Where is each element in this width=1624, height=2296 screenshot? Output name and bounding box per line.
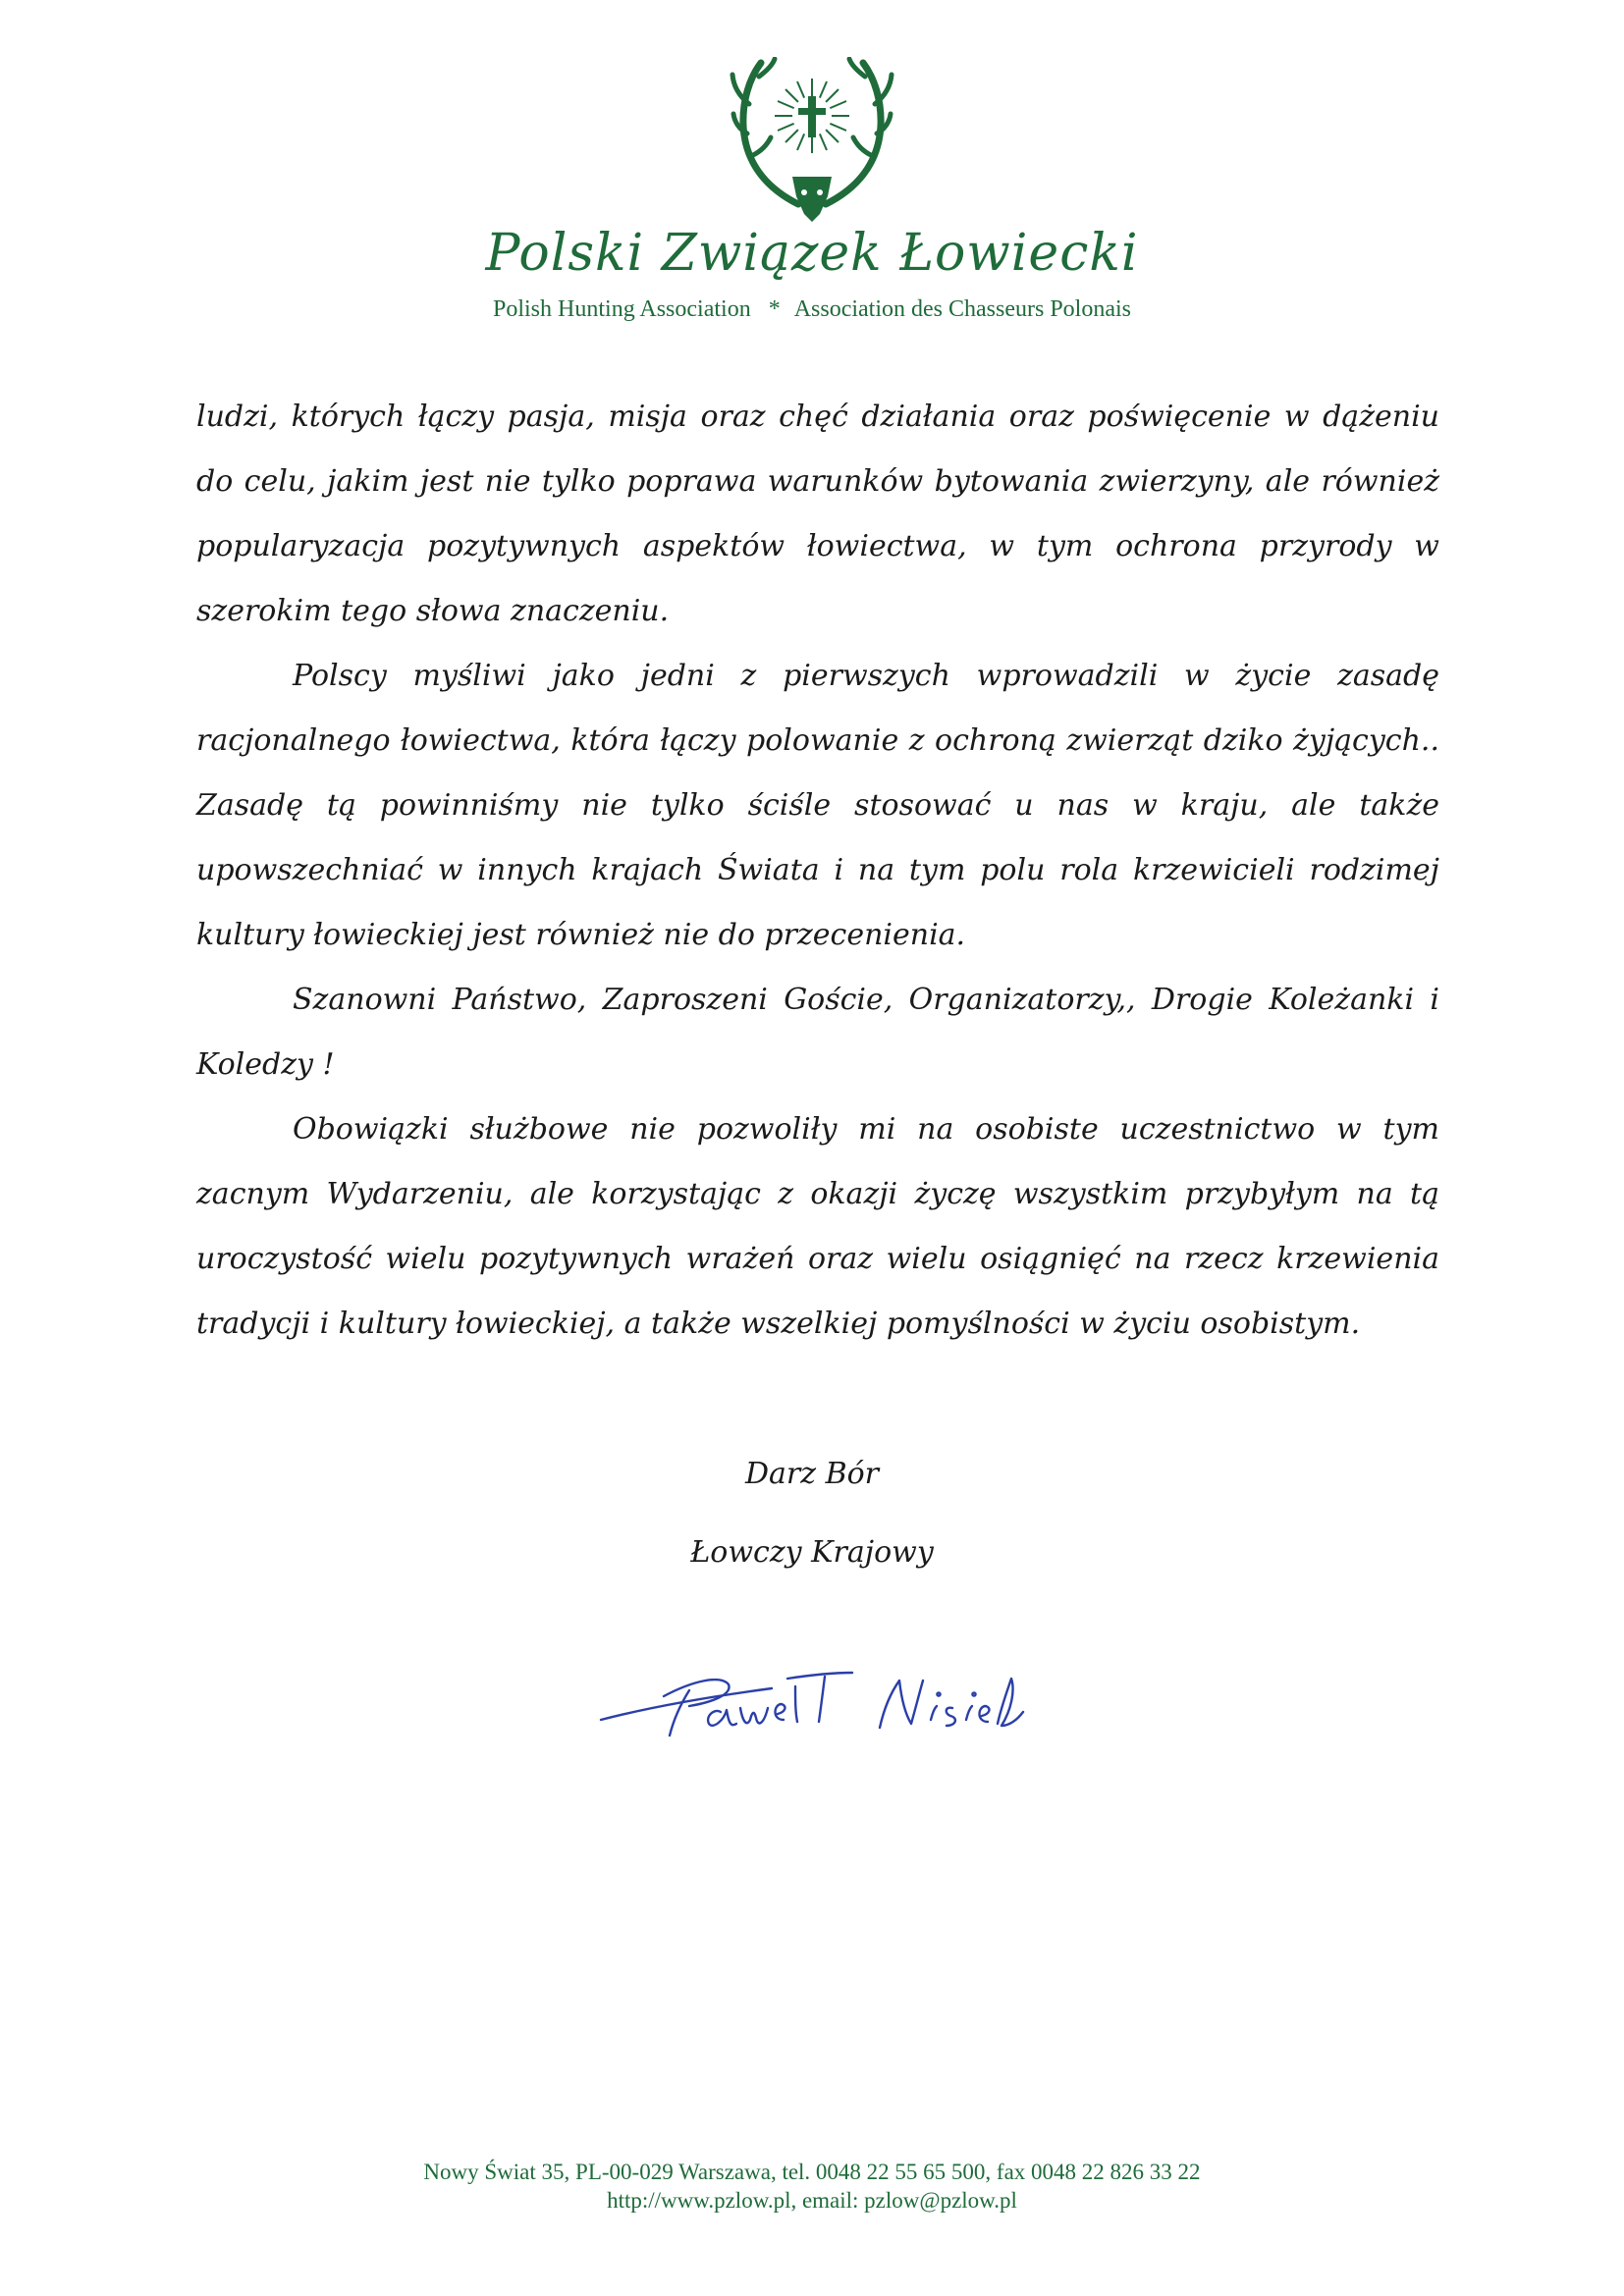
letter-body — [196, 385, 1439, 1357]
antlers-cross-logo-icon — [730, 57, 894, 224]
footer-address: Nowy Świat 35, PL-00-029 Warszawa, tel. 0048 22 55 65 500, fax 0048 22 826 33 22 — [423, 2160, 1201, 2184]
body-paragraph-1: ludzi, których łączy pasja, misja oraz chęć działania oraz poświęcenie w dążeniu do celu, jakim jest nie tylko poprawa warunków bytowania zwierzyny, ale również popularyzacja pozytywnych aspektów łowiectwa, w tym ochrona przyrody w szerokim tego słowa znaczeniu. — [196, 400, 1439, 628]
letter-footer — [0, 2158, 1624, 2215]
footer-contact: http://www.pzlow.pl, email: pzlow@pzlow.pl — [607, 2188, 1017, 2213]
handwritten-signature — [595, 1651, 1027, 1759]
body-paragraph-4: Obowiązki służbowe nie pozwoliły mi na osobiste uczestnictwo w tym zacnym Wydarzeniu, ale korzystając z okazji życzę wszystkim przybyłym na tą uroczystość wielu pozytywnych wrażeń oraz wielu osiągnięć na rzecz krzewienia tradycji i kultury łowieckiej, a także wszelkiej pomyślności w życiu osobistym. — [196, 1112, 1439, 1341]
signatory-role: Łowczy Krajowy — [690, 1535, 934, 1570]
subtitle-separator: * — [768, 296, 781, 322]
subtitle-french: Association des Chasseurs Polonais — [793, 296, 1131, 322]
organization-name: Polski Związek Łowiecki — [485, 224, 1139, 283]
subtitle-english: Polish Hunting Association — [493, 296, 751, 322]
organization-subtitle — [0, 296, 1624, 323]
body-paragraph-3: Szanowni Państwo, Zaproszeni Goście, Organizatorzy,, Drogie Koleżanki i Koledzy ! — [196, 983, 1439, 1082]
body-paragraph-2: Polscy myśliwi jako jedni z pierwszych wprowadzili w życie zasadę racjonalnego łowiectwa, która łączy polowanie z ochroną zwierząt dziko żyjących.. Zasadę tą powinniśmy nie tylko ściśle stosować u nas w kraju, ale także upowszechniać w innych krajach Świata i na tym polu rola krzewicieli rodzimej kultury łowieckiej jest również nie do przecenienia. — [196, 659, 1439, 952]
closing-greeting: Darz Bór — [744, 1457, 880, 1491]
letterhead — [0, 0, 1624, 353]
